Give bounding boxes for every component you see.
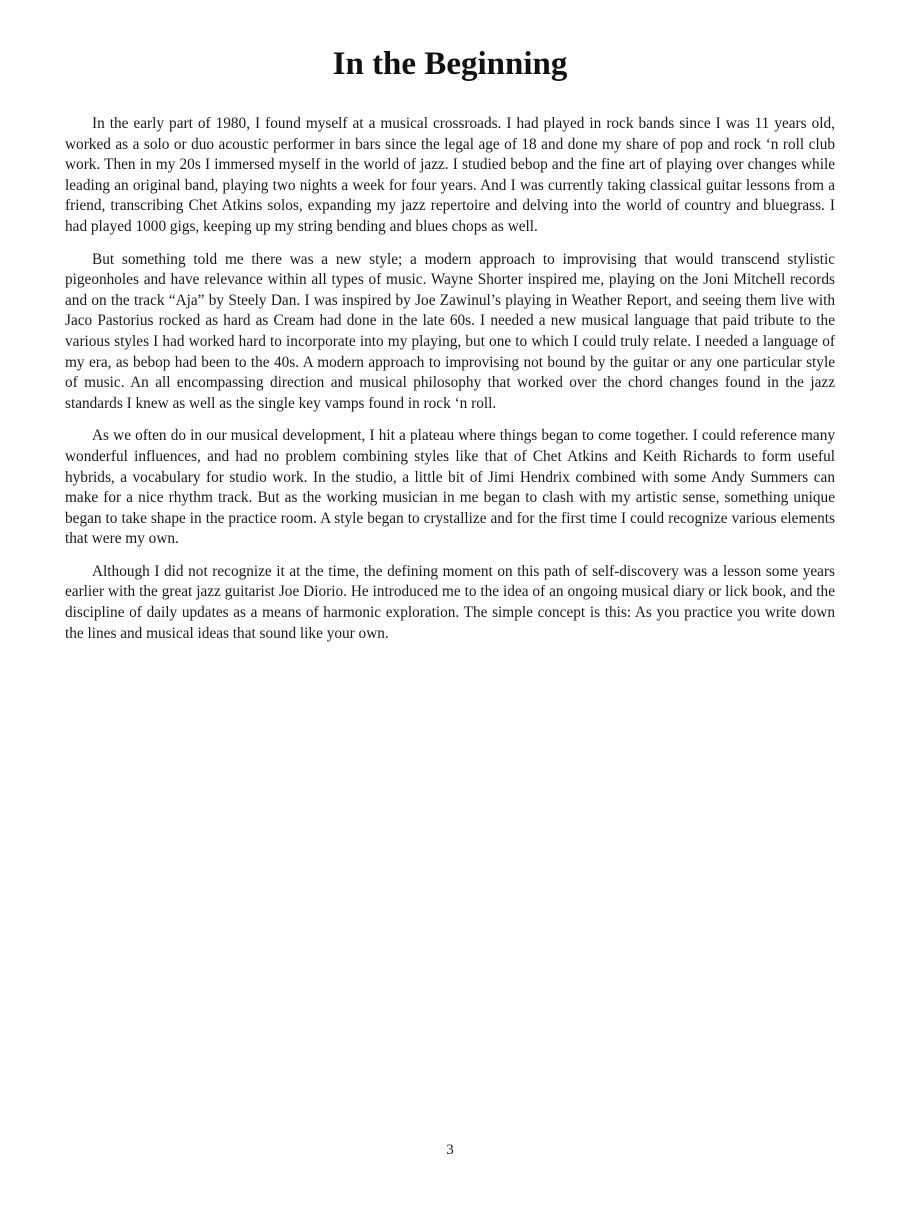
body-text [65,114,835,656]
paragraph-1: In the early part of 1980, I found myself at a musical crossroads. I had played in rock bands since I was 11 years old, worked as a solo or duo acoustic performer in bars since the legal age of 18 and done my share of pop and rock ‘n roll club work. Then in my 20s I immersed myself in the world of jazz. I studied bebop and the fine art of playing over changes while leading an original band, playing two nights a week for four years. And I was currently taking classical guitar lessons from a friend, transcribing Chet Atkins solos, expanding my jazz repertoire and delving into the world of country and bluegrass. I had played 1000 gigs, keeping up my string bending and blues chops as well. [65,115,835,235]
page-title: In the Beginning [332,46,568,82]
page-number: 3 [446,1142,454,1158]
paragraph-3: As we often do in our musical development, I hit a plateau where things began to come together. I could reference many wonderful influences, and had no problem combining styles like that of Chet Atkins and Keith Richards to form useful hybrids, a vocabulary for studio work. In the studio, a little bit of Jimi Hendrix combined with some Andy Summers can make for a nice rhythm track. But as the working musician in me began to clash with my artistic sense, something unique began to take shape in the practice room. A style began to crystallize and for the first time I could recognize various elements that were my own. [65,427,835,548]
paragraph-2: But something told me there was a new style; a modern approach to improvising that would transcend stylistic pigeonholes and have relevance within all types of music. Wayne Shorter inspired me, playing on the Joni Mitchell records and on the track “Aja” by Steely Dan. I was inspired by Joe Zawinul’s playing in Weather Report, and seeing them live with Jaco Pastorius rocked as hard as Cream had done in the late 60s. I needed a new musical language that paid tribute to the various styles I had worked hard to incorporate into my playing, but one to which I could truly relate. I needed a language of my era, as bebop had been to the 40s. A modern approach to improvising not bound by the guitar or any one particular style of music. An all encompassing direction and musical philosophy that worked over the chord changes found in the jazz standards I knew as well as the single key vamps found in rock ‘n roll. [65,250,835,412]
paragraph-4: Although I did not recognize it at the time, the defining moment on this path of self-discovery was a lesson some years earlier with the great jazz guitarist Joe Diorio. He introduced me to the idea of an ongoing musical diary or lick book, and the discipline of daily updates as a means of harmonic exploration. The simple concept is this: As you practice you write down the lines and musical ideas that sound like your own. [65,562,835,642]
